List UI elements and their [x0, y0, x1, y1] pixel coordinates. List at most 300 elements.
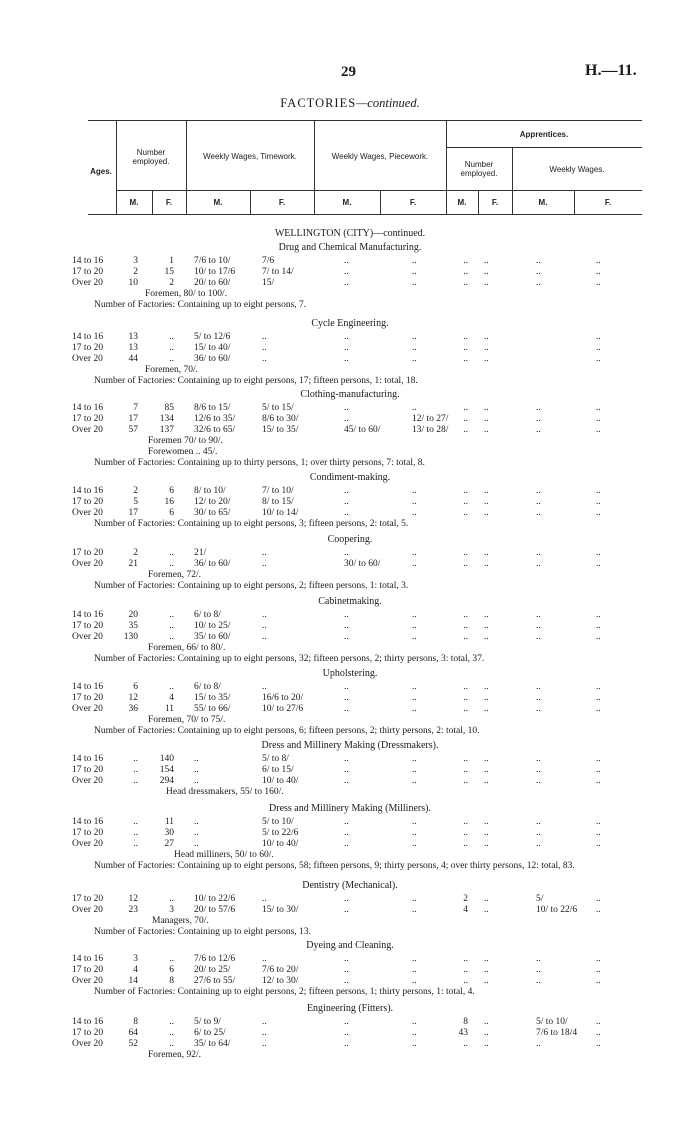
timework-male: 10/ to 25/ — [194, 621, 231, 631]
header-wages-timework: Weekly Wages, Timework. — [203, 152, 297, 161]
page-number: 29 — [341, 64, 356, 80]
females-count: 140 — [159, 754, 174, 764]
table-row — [0, 632, 700, 643]
piecework-female: .. — [412, 839, 417, 849]
piecework-male: .. — [344, 894, 349, 904]
table-row — [0, 1028, 700, 1039]
piecework-female: .. — [412, 559, 417, 569]
apprentice-wages-female: .. — [596, 1039, 601, 1049]
timework-male: 55/ to 66/ — [194, 704, 231, 714]
age-cell: Over 20 — [72, 632, 103, 642]
age-cell: Over 20 — [72, 508, 103, 518]
piecework-female: .. — [412, 754, 417, 764]
timework-female: 5/ to 22/6 — [262, 828, 299, 838]
section-note: Foremen, 72/. — [148, 570, 202, 580]
apprentice-wages-female: .. — [596, 548, 601, 558]
males-count: 36 — [128, 704, 138, 714]
timework-female: .. — [262, 632, 267, 642]
timework-male: 10/ to 17/6 — [194, 267, 236, 277]
piecework-female: 13/ to 28/ — [412, 425, 449, 435]
piecework-female: .. — [412, 704, 417, 714]
apprentice-wages-female: .. — [596, 403, 601, 413]
header-apprentices: Apprentices. — [519, 130, 569, 139]
age-cell: Over 20 — [72, 278, 103, 288]
apprentice-wages-male: .. — [536, 425, 541, 435]
apprentice-wages-female: .. — [596, 508, 601, 518]
header-f: F. — [604, 198, 612, 207]
piecework-female: .. — [412, 278, 417, 288]
piecework-female: .. — [412, 765, 417, 775]
females-count: 3 — [169, 905, 174, 915]
table-row — [0, 508, 700, 519]
males-count: 8 — [133, 1017, 138, 1027]
timework-female: .. — [262, 610, 267, 620]
females-count: 6 — [169, 508, 174, 518]
section-note: Head dressmakers, 55/ to 160/. — [166, 787, 284, 797]
apprentice-wages-male: .. — [536, 817, 541, 827]
piecework-male: .. — [344, 817, 349, 827]
piecework-female: .. — [412, 954, 417, 964]
age-cell: 17 to 20 — [72, 1028, 104, 1038]
age-cell: 17 to 20 — [72, 828, 104, 838]
timework-male: 20/ to 25/ — [194, 965, 231, 975]
timework-female: 7/ to 14/ — [262, 267, 294, 277]
age-cell: Over 20 — [72, 976, 103, 986]
males-count: 130 — [123, 632, 138, 642]
timework-male: 15/ to 40/ — [194, 343, 231, 353]
age-cell: 17 to 20 — [72, 965, 104, 975]
timework-male: 6/ to 8/ — [194, 610, 221, 620]
apprentice-wages-male: .. — [536, 839, 541, 849]
apprentice-males: .. — [463, 1039, 468, 1049]
piecework-male: .. — [344, 403, 349, 413]
timework-male: 20/ to 57/6 — [194, 905, 236, 915]
females-count: .. — [169, 332, 174, 342]
table-row — [0, 256, 700, 267]
timework-female: .. — [262, 332, 267, 342]
apprentice-wages-female: .. — [596, 354, 601, 364]
apprentice-females: .. — [484, 704, 489, 714]
piecework-female: .. — [412, 256, 417, 266]
apprentice-wages-male: .. — [536, 765, 541, 775]
timework-male: 36/ to 60/ — [194, 354, 231, 364]
section-note: Foremen, 70/. — [145, 365, 199, 375]
age-cell: Over 20 — [72, 704, 103, 714]
apprentice-wages-female: .. — [596, 486, 601, 496]
timework-female: .. — [262, 682, 267, 692]
apprentice-wages-male: .. — [536, 559, 541, 569]
piecework-male: .. — [344, 267, 349, 277]
males-count: 17 — [128, 414, 138, 424]
males-count: 23 — [128, 905, 138, 915]
males-count: .. — [133, 817, 138, 827]
piecework-male: .. — [344, 486, 349, 496]
table-row — [0, 905, 700, 916]
females-count: 134 — [159, 414, 174, 424]
header-m: M. — [129, 198, 139, 207]
apprentice-wages-male: .. — [536, 278, 541, 288]
apprentice-males: .. — [463, 693, 468, 703]
males-count: 6 — [133, 682, 138, 692]
page-code: H.—11. — [585, 62, 637, 79]
males-count: 17 — [128, 508, 138, 518]
apprentice-females: .. — [484, 905, 489, 915]
apprentice-females: .. — [484, 817, 489, 827]
table-row — [0, 497, 700, 508]
apprentice-males: .. — [463, 682, 468, 692]
timework-female: 5/ to 15/ — [262, 403, 294, 413]
piecework-female: .. — [412, 267, 417, 277]
age-cell: 14 to 16 — [72, 403, 104, 413]
apprentice-wages-male: .. — [536, 497, 541, 507]
timework-female: 10/ to 27/6 — [262, 704, 304, 714]
apprentice-wages-female: .. — [596, 332, 601, 342]
timework-male: .. — [194, 776, 199, 786]
header-ages: Ages. — [90, 167, 112, 176]
females-count: .. — [169, 354, 174, 364]
apprentice-wages-male: .. — [536, 776, 541, 786]
factory-count-summary: Number of Factories: Containing up to eight persons, 58; fifteen persons, 9; thirty persons, 4; over thirty persons, 12: total, 83. — [94, 861, 575, 871]
apprentice-males: .. — [463, 765, 468, 775]
apprentice-females: .. — [484, 765, 489, 775]
table-row — [0, 754, 700, 765]
apprentice-wages-male: .. — [536, 965, 541, 975]
timework-female: 16/6 to 20/ — [262, 693, 304, 703]
apprentice-wages-female: .. — [596, 828, 601, 838]
timework-female: .. — [262, 559, 267, 569]
apprentice-wages-female: .. — [596, 632, 601, 642]
header-f: F. — [409, 198, 417, 207]
piecework-male: .. — [344, 414, 349, 424]
piecework-male: .. — [344, 332, 349, 342]
age-cell: 17 to 20 — [72, 267, 104, 277]
timework-female: .. — [262, 954, 267, 964]
apprentice-males: .. — [463, 414, 468, 424]
header-f: F. — [165, 198, 173, 207]
header-m: M. — [342, 198, 352, 207]
timework-female: 15/ to 35/ — [262, 425, 299, 435]
apprentice-females: .. — [484, 1039, 489, 1049]
city-heading: WELLINGTON (CITY)—continued. — [274, 228, 426, 239]
table-row — [0, 610, 700, 621]
piecework-male: .. — [344, 1028, 349, 1038]
apprentice-males: 8 — [463, 1017, 468, 1027]
age-cell: Over 20 — [72, 1039, 103, 1049]
piecework-male: 45/ to 60/ — [344, 425, 381, 435]
apprentice-males: .. — [463, 954, 468, 964]
apprentice-wages-male: 5/ — [536, 894, 544, 904]
females-count: 30 — [164, 828, 174, 838]
timework-female: 15/ — [262, 278, 275, 288]
apprentice-wages-female: .. — [596, 559, 601, 569]
apprentice-males: .. — [463, 839, 468, 849]
age-cell: 17 to 20 — [72, 894, 104, 904]
timework-male: 21/ — [194, 548, 207, 558]
males-count: 64 — [128, 1028, 138, 1038]
piecework-female: .. — [412, 332, 417, 342]
apprentice-wages-female: .. — [596, 776, 601, 786]
males-count: 5 — [133, 497, 138, 507]
age-cell: 14 to 16 — [72, 486, 104, 496]
table-row — [0, 894, 700, 905]
males-count: 12 — [128, 693, 138, 703]
age-cell: 17 to 20 — [72, 414, 104, 424]
timework-male: 15/ to 35/ — [194, 693, 231, 703]
piecework-male: .. — [344, 839, 349, 849]
apprentice-females: .. — [484, 278, 489, 288]
timework-male: .. — [194, 765, 199, 775]
piecework-female: .. — [412, 1017, 417, 1027]
apprentice-females: .. — [484, 1028, 489, 1038]
apprentice-wages-male: .. — [536, 256, 541, 266]
apprentice-males: .. — [463, 278, 468, 288]
males-count: 57 — [128, 425, 138, 435]
males-count: .. — [133, 828, 138, 838]
apprentice-wages-male: .. — [536, 1039, 541, 1049]
table-row — [0, 839, 700, 850]
section-title: Upholstering. — [322, 668, 378, 679]
table-row — [0, 965, 700, 976]
apprentice-males: .. — [463, 754, 468, 764]
timework-male: .. — [194, 839, 199, 849]
females-count: 154 — [159, 765, 174, 775]
apprentice-males: .. — [463, 621, 468, 631]
piecework-female: 12/ to 27/ — [412, 414, 449, 424]
apprentice-wages-female: .. — [596, 621, 601, 631]
apprentice-wages-male: .. — [536, 954, 541, 964]
timework-female: 7/6 to 20/ — [262, 965, 299, 975]
apprentice-females: .. — [484, 497, 489, 507]
apprentice-wages-female: .. — [596, 754, 601, 764]
males-count: 10 — [128, 278, 138, 288]
apprentice-females: .. — [484, 894, 489, 904]
timework-male: 36/ to 60/ — [194, 559, 231, 569]
table-row — [0, 267, 700, 278]
apprentice-males: .. — [463, 817, 468, 827]
timework-male: .. — [194, 817, 199, 827]
apprentice-wages-female: .. — [596, 343, 601, 353]
piecework-female: .. — [412, 776, 417, 786]
timework-female: 5/ to 10/ — [262, 817, 294, 827]
males-count: 12 — [128, 894, 138, 904]
piecework-female: .. — [412, 403, 417, 413]
age-cell: 14 to 16 — [72, 256, 104, 266]
timework-female: 5/ to 8/ — [262, 754, 289, 764]
females-count: 4 — [169, 693, 174, 703]
table-row — [0, 828, 700, 839]
age-cell: 17 to 20 — [72, 497, 104, 507]
apprentice-wages-male: .. — [536, 486, 541, 496]
apprentice-females: .. — [484, 621, 489, 631]
apprentice-wages-female: .. — [596, 965, 601, 975]
table-row — [0, 817, 700, 828]
section-title: Condiment-making. — [309, 472, 391, 483]
piecework-female: .. — [412, 486, 417, 496]
age-cell: 17 to 20 — [72, 621, 104, 631]
females-count: 8 — [169, 976, 174, 986]
piecework-male: .. — [344, 508, 349, 518]
apprentice-wages-female: .. — [596, 267, 601, 277]
page-title: FACTORIES—continued. — [280, 96, 420, 110]
apprentice-females: .. — [484, 632, 489, 642]
timework-female: 8/6 to 30/ — [262, 414, 299, 424]
piecework-male: .. — [344, 632, 349, 642]
piecework-male: .. — [344, 828, 349, 838]
table-row — [0, 354, 700, 365]
apprentice-males: .. — [463, 776, 468, 786]
apprentice-males: .. — [463, 256, 468, 266]
males-count: 20 — [128, 610, 138, 620]
apprentice-males: 43 — [458, 1028, 468, 1038]
age-cell: 14 to 16 — [72, 754, 104, 764]
timework-male: 12/6 to 35/ — [194, 414, 236, 424]
piecework-female: .. — [412, 497, 417, 507]
timework-female: .. — [262, 548, 267, 558]
apprentice-females: .. — [484, 693, 489, 703]
timework-male: 5/ to 12/6 — [194, 332, 231, 342]
factory-count-summary: Number of Factories: Containing up to eight persons, 3; fifteen persons, 2: total, 5. — [94, 519, 409, 529]
males-count: .. — [133, 754, 138, 764]
age-cell: Over 20 — [72, 776, 103, 786]
table-row — [0, 1017, 700, 1028]
apprentice-females: .. — [484, 508, 489, 518]
table-row — [0, 954, 700, 965]
females-count: 6 — [169, 486, 174, 496]
piecework-male: .. — [344, 1017, 349, 1027]
females-count: .. — [169, 343, 174, 353]
piecework-female: .. — [412, 905, 417, 915]
section-title: Dyeing and Cleaning. — [306, 940, 394, 951]
factory-count-summary: Number of Factories: Containing up to eight persons, 13. — [94, 927, 311, 937]
header-wages-piecework: Weekly Wages, Piecework. — [331, 152, 429, 161]
section-note: Foremen, 92/. — [148, 1050, 202, 1060]
timework-male: .. — [194, 828, 199, 838]
age-cell: Over 20 — [72, 559, 103, 569]
apprentice-wages-female: .. — [596, 414, 601, 424]
apprentice-wages-female: .. — [596, 976, 601, 986]
piecework-female: .. — [412, 621, 417, 631]
section-note: Managers, 70/. — [152, 916, 209, 926]
apprentice-males: .. — [463, 965, 468, 975]
age-cell: Over 20 — [72, 839, 103, 849]
females-count: 6 — [169, 965, 174, 975]
section-title: Coopering. — [327, 534, 373, 545]
apprentice-males: 2 — [463, 894, 468, 904]
apprentice-females: .. — [484, 1017, 489, 1027]
timework-female: .. — [262, 354, 267, 364]
age-cell: Over 20 — [72, 905, 103, 915]
apprentice-females: .. — [484, 414, 489, 424]
age-cell: 17 to 20 — [72, 693, 104, 703]
apprentice-wages-male: .. — [536, 976, 541, 986]
header-m: M. — [213, 198, 223, 207]
apprentice-males: .. — [463, 332, 468, 342]
timework-female: 15/ to 30/ — [262, 905, 299, 915]
females-count: .. — [169, 559, 174, 569]
apprentice-wages-female: .. — [596, 839, 601, 849]
piecework-male: .. — [344, 497, 349, 507]
age-cell: Over 20 — [72, 425, 103, 435]
apprentice-wages-female: .. — [596, 894, 601, 904]
apprentice-females: .. — [484, 965, 489, 975]
apprentice-males: .. — [463, 610, 468, 620]
piecework-male: .. — [344, 693, 349, 703]
apprentice-males: .. — [463, 343, 468, 353]
table-row — [0, 486, 700, 497]
table-row — [0, 278, 700, 289]
timework-female: 12/ to 30/ — [262, 976, 299, 986]
piecework-female: .. — [412, 632, 417, 642]
timework-male: .. — [194, 754, 199, 764]
females-count: 11 — [164, 704, 174, 714]
apprentice-males: .. — [463, 548, 468, 558]
timework-male: 6/ to 8/ — [194, 682, 221, 692]
table-row — [0, 548, 700, 559]
piecework-male: .. — [344, 776, 349, 786]
timework-male: 7/6 to 10/ — [194, 256, 231, 266]
table-row — [0, 414, 700, 425]
piecework-female: .. — [412, 817, 417, 827]
section-title: Dress and Millinery Making (Dressmakers). — [261, 740, 439, 751]
timework-female: .. — [262, 1039, 267, 1049]
males-count: 4 — [133, 965, 138, 975]
timework-male: 32/6 to 65/ — [194, 425, 236, 435]
apprentice-females: .. — [484, 403, 489, 413]
females-count: .. — [169, 1017, 174, 1027]
females-count: 294 — [159, 776, 174, 786]
piecework-male: .. — [344, 954, 349, 964]
apprentice-wages-female: .. — [596, 693, 601, 703]
females-count: 85 — [164, 403, 174, 413]
section-title: Clothing-manufacturing. — [300, 389, 400, 400]
apprentice-wages-male: .. — [536, 682, 541, 692]
piecework-male: .. — [344, 354, 349, 364]
factory-count-summary: Number of Factories: Containing up to thirty persons, 1; over thirty persons, 7: total, 8. — [94, 458, 425, 468]
males-count: 35 — [128, 621, 138, 631]
timework-male: 8/ to 10/ — [194, 486, 226, 496]
apprentice-females: .. — [484, 343, 489, 353]
apprentice-females: .. — [484, 954, 489, 964]
piecework-male: .. — [344, 905, 349, 915]
table-row — [0, 425, 700, 436]
piecework-female: .. — [412, 1028, 417, 1038]
males-count: 2 — [133, 486, 138, 496]
timework-male: 5/ to 9/ — [194, 1017, 221, 1027]
age-cell: 14 to 16 — [72, 1017, 104, 1027]
header-appr-number-employed: Number employed. — [460, 160, 498, 178]
apprentice-wages-male: .. — [536, 828, 541, 838]
section-title: Drug and Chemical Manufacturing. — [278, 242, 422, 253]
apprentice-males: .. — [463, 486, 468, 496]
males-count: 13 — [128, 343, 138, 353]
table-row — [0, 693, 700, 704]
section-note: Foremen 70/ to 90/. — [148, 436, 223, 446]
table-row — [0, 765, 700, 776]
table-row — [0, 682, 700, 693]
timework-male: 8/6 to 15/ — [194, 403, 231, 413]
factory-count-summary: Number of Factories: Containing up to eight persons, 32; fifteen persons, 2; thirty persons, 3: total, 37. — [94, 654, 485, 664]
table-row — [0, 343, 700, 354]
timework-male: 20/ to 60/ — [194, 278, 231, 288]
apprentice-females: .. — [484, 486, 489, 496]
males-count: .. — [133, 839, 138, 849]
apprentice-wages-female: .. — [596, 497, 601, 507]
section-title: Engineering (Fitters). — [306, 1003, 394, 1014]
apprentice-females: .. — [484, 610, 489, 620]
males-count: 44 — [128, 354, 138, 364]
factory-count-summary: Number of Factories: Containing up to eight persons, 2; fifteen persons, 1; thirty persons, 1: total, 4. — [94, 987, 475, 997]
apprentice-females: .. — [484, 548, 489, 558]
